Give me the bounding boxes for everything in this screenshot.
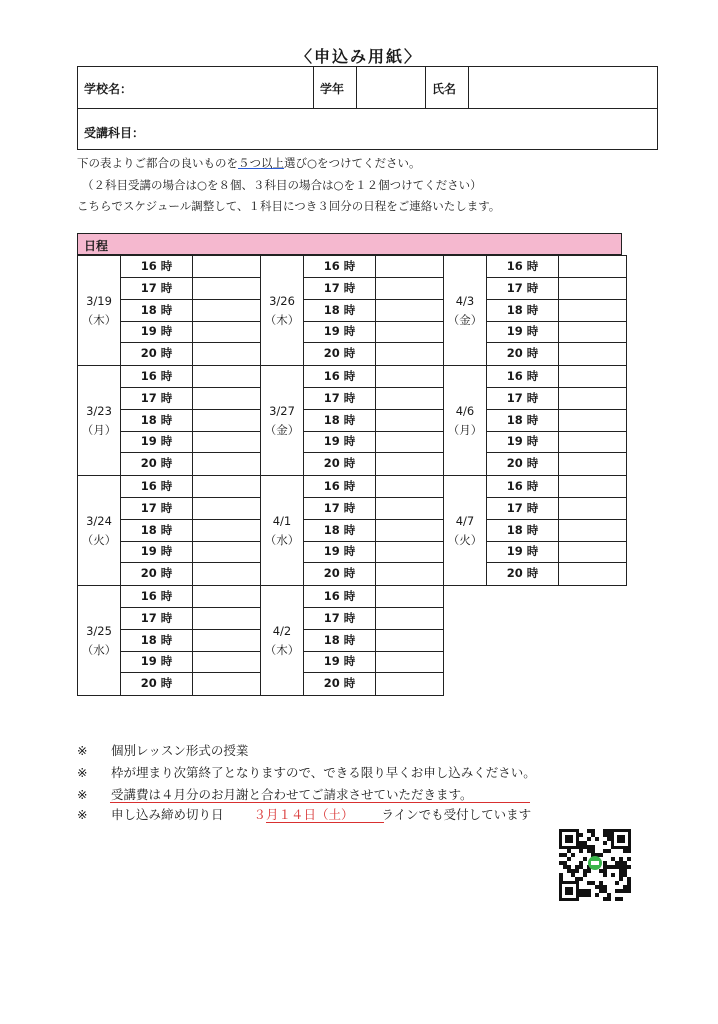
date-label <box>78 366 121 475</box>
date-text: 3/25 <box>86 623 112 638</box>
selection-cell[interactable] <box>376 300 444 322</box>
time-slot-label: 20 時 <box>121 673 193 695</box>
date-block-3-19 <box>77 255 261 366</box>
note-mark: ※ <box>77 743 88 758</box>
selection-cell[interactable] <box>559 366 627 388</box>
time-slot-label: 17 時 <box>304 278 376 300</box>
date-block-4-6 <box>443 365 627 476</box>
time-slot-label: 18 時 <box>304 300 376 322</box>
selection-cell[interactable] <box>193 673 261 695</box>
selection-cell[interactable] <box>559 520 627 542</box>
weekday-text: （火） <box>447 532 483 547</box>
note-mark: ※ <box>77 787 88 802</box>
date-block-3-26 <box>260 255 444 366</box>
selection-cell[interactable] <box>376 541 444 563</box>
date-text: 4/6 <box>455 403 475 418</box>
line-qr-code-icon[interactable] <box>558 828 632 902</box>
date-text: 4/3 <box>455 293 475 308</box>
weekday-text: （月） <box>81 422 117 437</box>
schedule-header: 日程 <box>77 233 622 255</box>
note-text: 個別レッスン形式の授業 <box>111 743 249 758</box>
selection-cell[interactable] <box>376 410 444 432</box>
time-slot-label: 20 時 <box>487 343 559 365</box>
time-slot-label: 16 時 <box>487 366 559 388</box>
time-slot-label: 20 時 <box>304 343 376 365</box>
time-slot-label: 20 時 <box>304 563 376 585</box>
weekday-text: （火） <box>81 532 117 547</box>
name-label: 氏名 <box>426 67 469 108</box>
selection-cell[interactable] <box>193 343 261 365</box>
selection-cell[interactable] <box>559 410 627 432</box>
selection-cell[interactable] <box>193 366 261 388</box>
selection-cell[interactable] <box>193 300 261 322</box>
time-slot-label: 19 時 <box>487 431 559 453</box>
time-slot-label: 16 時 <box>121 366 193 388</box>
weekday-text: （水） <box>81 642 117 657</box>
time-slot-label: 18 時 <box>487 520 559 542</box>
time-slot-label: 18 時 <box>487 300 559 322</box>
time-slot-label: 17 時 <box>304 388 376 410</box>
line-accept-text: ラインでも受付しています <box>381 807 532 822</box>
weekday-text: （木） <box>264 312 300 327</box>
time-slot-label: 17 時 <box>487 278 559 300</box>
selection-cell[interactable] <box>193 651 261 673</box>
time-slot-label: 19 時 <box>121 431 193 453</box>
selection-cell[interactable] <box>193 256 261 278</box>
time-slot-label: 19 時 <box>304 321 376 343</box>
date-text: 3/23 <box>86 403 112 418</box>
selection-cell[interactable] <box>376 586 444 608</box>
selection-cell[interactable] <box>193 321 261 343</box>
selection-cell[interactable] <box>559 498 627 520</box>
date-text: 4/1 <box>272 513 292 528</box>
time-slot-label: 18 時 <box>121 300 193 322</box>
time-slot-label: 16 時 <box>304 256 376 278</box>
date-text: 4/2 <box>272 623 292 638</box>
date-label <box>78 476 121 585</box>
selection-cell[interactable] <box>376 476 444 498</box>
date-text: 3/19 <box>86 293 112 308</box>
name-field[interactable] <box>469 67 657 108</box>
time-slot-label: 19 時 <box>121 541 193 563</box>
note-4 <box>77 805 531 823</box>
selection-cell[interactable] <box>559 563 627 585</box>
time-slot-label: 16 時 <box>304 476 376 498</box>
instruction-line-2: （２科目受講の場合は○を８個、３科目の場合は○を１２個つけてください） <box>82 178 482 192</box>
time-slot-label: 18 時 <box>121 410 193 432</box>
selection-cell[interactable] <box>376 256 444 278</box>
selection-cell[interactable] <box>193 476 261 498</box>
selection-cell[interactable] <box>376 630 444 652</box>
time-slot-label: 20 時 <box>121 563 193 585</box>
selection-cell[interactable] <box>376 563 444 585</box>
selection-cell[interactable] <box>193 630 261 652</box>
selection-cell[interactable] <box>559 256 627 278</box>
time-slot-label: 19 時 <box>121 321 193 343</box>
time-slot-label: 19 時 <box>304 651 376 673</box>
date-block-3-25 <box>77 585 261 696</box>
time-slot-label: 20 時 <box>487 563 559 585</box>
selection-cell[interactable] <box>376 343 444 365</box>
date-label <box>261 256 304 365</box>
time-slot-label: 17 時 <box>121 608 193 630</box>
selection-cell[interactable] <box>193 453 261 475</box>
time-slot-label: 16 時 <box>487 476 559 498</box>
note-3-underline <box>110 802 530 803</box>
date-text: 4/7 <box>455 513 475 528</box>
selection-cell[interactable] <box>559 388 627 410</box>
grade-label: 学年 <box>314 67 357 108</box>
selection-cell[interactable] <box>193 541 261 563</box>
time-slot-label: 17 時 <box>304 498 376 520</box>
selection-cell[interactable] <box>376 673 444 695</box>
selection-cell[interactable] <box>376 453 444 475</box>
time-slot-label: 16 時 <box>121 586 193 608</box>
date-block-3-23 <box>77 365 261 476</box>
instruction-line-1 <box>77 155 421 171</box>
date-block-3-27 <box>260 365 444 476</box>
selection-cell[interactable] <box>193 388 261 410</box>
time-slot-label: 17 時 <box>121 388 193 410</box>
deadline-underline <box>266 822 384 823</box>
date-label <box>261 586 304 695</box>
time-slot-label: 19 時 <box>487 321 559 343</box>
applicant-info-row <box>78 67 657 109</box>
time-slot-label: 16 時 <box>304 366 376 388</box>
time-slot-label: 18 時 <box>121 520 193 542</box>
time-slot-label: 18 時 <box>304 630 376 652</box>
time-slot-label: 17 時 <box>121 278 193 300</box>
time-slot-label: 16 時 <box>121 476 193 498</box>
instruction-text: 下の表よりご都合の良いものを <box>77 156 238 170</box>
time-slot-label: 18 時 <box>487 410 559 432</box>
time-slot-label: 16 時 <box>487 256 559 278</box>
date-label <box>444 256 487 365</box>
selection-cell[interactable] <box>376 520 444 542</box>
selection-cell[interactable] <box>559 431 627 453</box>
subject-field[interactable] <box>78 108 657 149</box>
selection-cell[interactable] <box>559 476 627 498</box>
weekday-text: （水） <box>264 532 300 547</box>
applicant-info-table <box>77 66 658 150</box>
time-slot-label: 20 時 <box>304 673 376 695</box>
weekday-text: （木） <box>81 312 117 327</box>
date-text: 3/26 <box>269 293 295 308</box>
note-1 <box>77 741 248 759</box>
subject-label: 受講科目： <box>84 126 145 140</box>
time-slot-label: 20 時 <box>121 343 193 365</box>
weekday-text: （月） <box>447 422 483 437</box>
date-label <box>78 256 121 365</box>
note-2 <box>77 763 536 781</box>
time-slot-label: 16 時 <box>121 256 193 278</box>
instruction-emphasis: ５つ以上 <box>238 156 284 170</box>
selection-cell[interactable] <box>193 608 261 630</box>
time-slot-label: 19 時 <box>121 651 193 673</box>
selection-cell[interactable] <box>559 343 627 365</box>
date-label <box>261 366 304 475</box>
weekday-text: （金） <box>264 422 300 437</box>
date-text: 3/24 <box>86 513 112 528</box>
time-slot-label: 18 時 <box>121 630 193 652</box>
selection-cell[interactable] <box>559 300 627 322</box>
schedule-grid <box>77 233 622 695</box>
selection-cell[interactable] <box>376 366 444 388</box>
weekday-text: （金） <box>447 312 483 327</box>
time-slot-label: 18 時 <box>304 520 376 542</box>
school-name-field[interactable] <box>78 67 314 108</box>
page-title: 〈申込み用紙〉 <box>295 47 422 66</box>
selection-cell[interactable] <box>376 278 444 300</box>
instruction-line-3: こちらでスケジュール調整して、１科目につき３回分の日程をご連絡いたします。 <box>77 199 501 213</box>
date-block-4-3 <box>443 255 627 366</box>
time-slot-label: 20 時 <box>487 453 559 475</box>
date-block-4-2 <box>260 585 444 696</box>
date-text: 3/27 <box>269 403 295 418</box>
date-block-4-7 <box>443 475 627 586</box>
time-slot-label: 17 時 <box>487 498 559 520</box>
selection-cell[interactable] <box>193 520 261 542</box>
note-mark: ※ <box>77 765 88 780</box>
note-text: 受講費は４月分のお月謝と合わせてご請求させていただきます。 <box>111 787 473 802</box>
selection-cell[interactable] <box>559 321 627 343</box>
selection-cell[interactable] <box>193 563 261 585</box>
note-mark: ※ <box>77 807 88 822</box>
instruction-text: 選び○をつけてください。 <box>284 156 421 170</box>
selection-cell[interactable] <box>193 498 261 520</box>
time-slot-label: 17 時 <box>487 388 559 410</box>
grade-field[interactable] <box>357 67 426 108</box>
selection-cell[interactable] <box>559 278 627 300</box>
note-text: 枠が埋まり次第終了となりますので、できる限り早くお申し込みください。 <box>111 765 536 780</box>
selection-cell[interactable] <box>376 321 444 343</box>
time-slot-label: 16 時 <box>304 586 376 608</box>
selection-cell[interactable] <box>559 541 627 563</box>
time-slot-label: 19 時 <box>487 541 559 563</box>
selection-cell[interactable] <box>376 651 444 673</box>
selection-cell[interactable] <box>193 410 261 432</box>
time-slot-label: 20 時 <box>121 453 193 475</box>
weekday-text: （木） <box>264 642 300 657</box>
time-slot-label: 19 時 <box>304 431 376 453</box>
selection-cell[interactable] <box>376 431 444 453</box>
deadline-date: ３月１４日（土） <box>253 807 354 822</box>
time-slot-label: 18 時 <box>304 410 376 432</box>
note-3 <box>77 785 473 803</box>
deadline-label: 申し込み締め切り日 <box>111 807 224 822</box>
selection-cell[interactable] <box>193 431 261 453</box>
date-block-3-24 <box>77 475 261 586</box>
date-label <box>444 366 487 475</box>
time-slot-label: 17 時 <box>121 498 193 520</box>
date-label <box>444 476 487 585</box>
selection-cell[interactable] <box>376 608 444 630</box>
selection-cell[interactable] <box>193 278 261 300</box>
date-label <box>78 586 121 695</box>
date-block-4-1 <box>260 475 444 586</box>
time-slot-label: 19 時 <box>304 541 376 563</box>
school-name-label: 学校名： <box>84 82 133 96</box>
time-slot-label: 20 時 <box>304 453 376 475</box>
selection-cell[interactable] <box>559 453 627 475</box>
selection-cell[interactable] <box>376 388 444 410</box>
selection-cell[interactable] <box>193 586 261 608</box>
selection-cell[interactable] <box>376 498 444 520</box>
time-slot-label: 17 時 <box>304 608 376 630</box>
date-label <box>261 476 304 585</box>
